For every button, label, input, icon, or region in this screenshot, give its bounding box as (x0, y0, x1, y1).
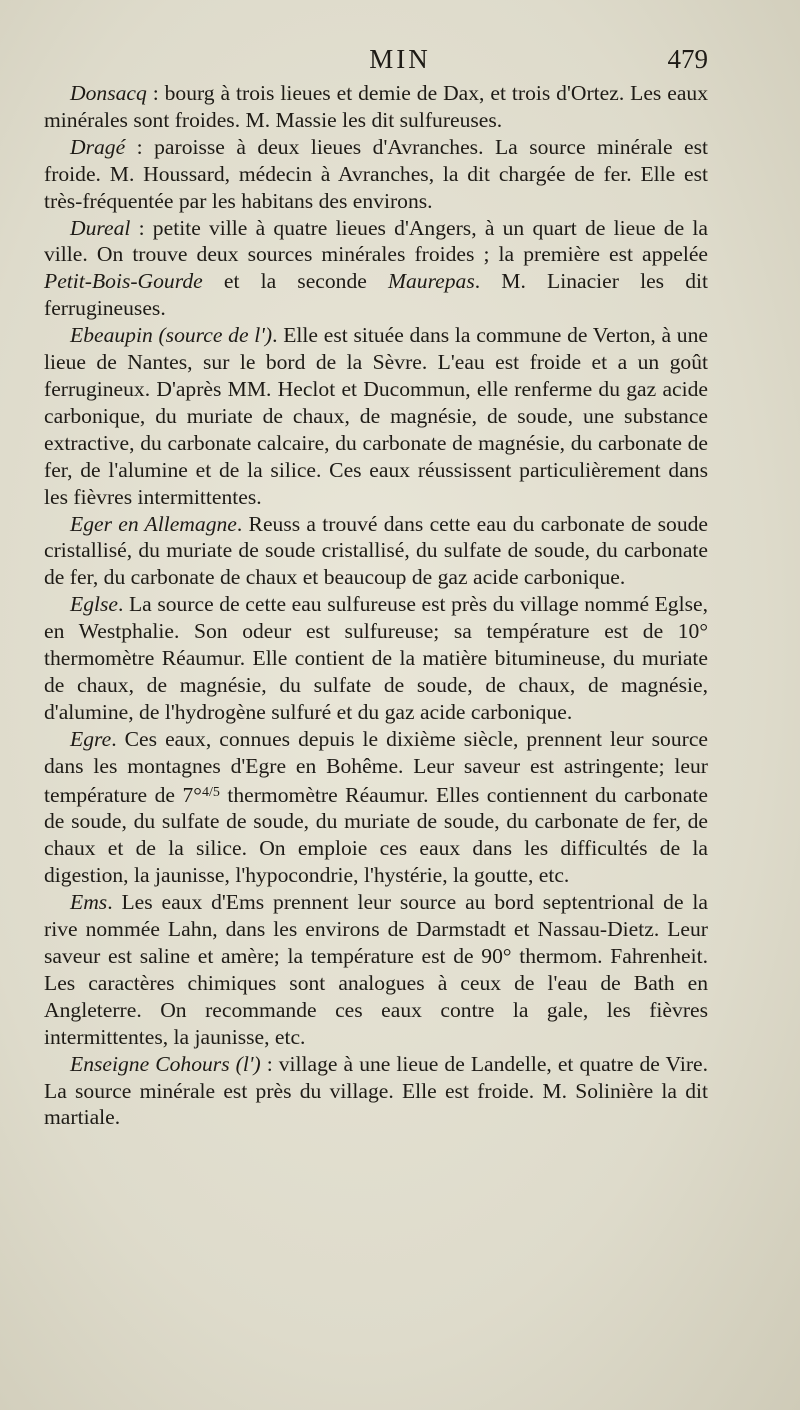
running-head: MIN (369, 44, 431, 74)
entry-headword: Enseigne Cohours (l') (70, 1051, 261, 1076)
entry-text: : village à une lieue de Landelle, et quatre de Vire. La source minérale est près du village. Elle est froide. M. Solinière la dit martiale. (44, 1051, 708, 1130)
entry-source-name: Petit-Bois-Gourde (44, 269, 203, 294)
entry-text: . La source de cette eau sulfureuse est près du village nommé Eglse, en Westphalie. Son odeur est sulfureuse; sa température est de 10° thermomètre Réaumur. Elle contient de la matière bitumineuse, du muriate de chaux, de magnésie, du sulfate de soude, de chaux, de magnésie, d'alumine, de l'hydrogène sulfuré et du gaz acide carbonique. (44, 592, 708, 724)
entry-headword: Ebeaupin (source de l') (70, 323, 273, 348)
entry-text: thermomètre Réaumur. Elles contiennent du carbonate de soude, du sulfate de soude, du muriate de soude, du carbonate de fer, de chaux et de la silice. On emploie ces eaux dans les difficultés de la digestion, la jaunisse, l'hypocondrie, l'hystérie, la goutte, etc. (44, 782, 709, 888)
entry-headword: Egre (70, 726, 112, 751)
page-body (44, 80, 708, 1131)
entry-ebeaupin (44, 322, 708, 510)
entry-headword: Eglse (70, 592, 118, 617)
entry-text: . Elle est située dans la commune de Verton, à une lieue de Nantes, sur le bord de la Sèvre. L'eau est froide et a un goût ferrugineux. D'après MM. Heclot et Ducommun, elle renferme du gaz acide carbonique, du muriate de chaux, de magnésie, de soude, une substance extractive, du carbonate calcaire, du carbonate de magnésie, du carbonate de fer, de l'alumine et de la silice. Ces eaux réussissent particulièrement dans les fièvres intermittentes. (44, 323, 708, 509)
entry-text: et la seconde (202, 269, 388, 294)
entry-dureal (44, 215, 708, 323)
entry-headword: Dureal (70, 215, 131, 240)
fraction: 4/5 (201, 784, 220, 800)
entry-text: : bourg à trois lieues et demie de Dax, et trois d'Ortez. Les eaux minérales sont froides. M. Massie les dit sulfureuses. (44, 81, 708, 132)
page-header (0, 44, 800, 84)
entry-enseigne-cohours (44, 1051, 708, 1132)
entry-headword: Ems (70, 890, 108, 915)
entry-headword: Donsacq (70, 81, 147, 105)
entry-headword: Eger en Allemagne (70, 511, 237, 536)
entry-text: : petite ville à quatre lieues d'Angers, à un quart de lieue de la ville. On trouve deux sources minérales froides ; la première est appelée (44, 215, 708, 267)
entry-eglse (44, 591, 708, 726)
page-number: 479 (667, 44, 708, 74)
entry-eger (44, 511, 708, 592)
entry-egre (44, 726, 708, 889)
entry-donsacq (44, 80, 708, 134)
entry-text: . Les eaux d'Ems prennent leur source au bord septentrional de la rive nommée Lahn, dans les environs de Darmstadt et Nassau-Dietz. Leur saveur est saline et amère; la température est de 90° thermom. Fahrenheit. Les caractères chimiques sont analogues à ceux de l'eau de Bath en Angleterre. On recommande ces eaux contre la gale, les fièvres intermittentes, la jaunisse, etc. (44, 890, 708, 1049)
entry-text: : paroisse à deux lieues d'Avranches. La source minérale est froide. M. Houssard, médecin à Avranches, la dit chargée de fer. Elle est très-fréquentée par les habitans des environs. (44, 134, 708, 213)
entry-source-name: Maurepas (387, 269, 475, 294)
entry-headword: Dragé (70, 134, 126, 159)
entry-text: . Ces eaux, connues depuis le dixième siècle, prennent leur source dans les montagnes d'Egre en Bohême. Leur saveur est astringente; leur température de 7° (44, 726, 708, 807)
entry-text: . Reuss a trouvé dans cette eau du carbonate de soude cristallisé, du muriate de soude cristallisé, du sulfate de soude, du carbonate de fer, du carbonate de chaux et beaucoup de gaz acide carbonique. (44, 511, 708, 590)
entry-text: . M. Linacier les dit ferrugineuses. (44, 269, 708, 321)
entry-ems (44, 889, 708, 1050)
entry-drage (44, 134, 708, 215)
